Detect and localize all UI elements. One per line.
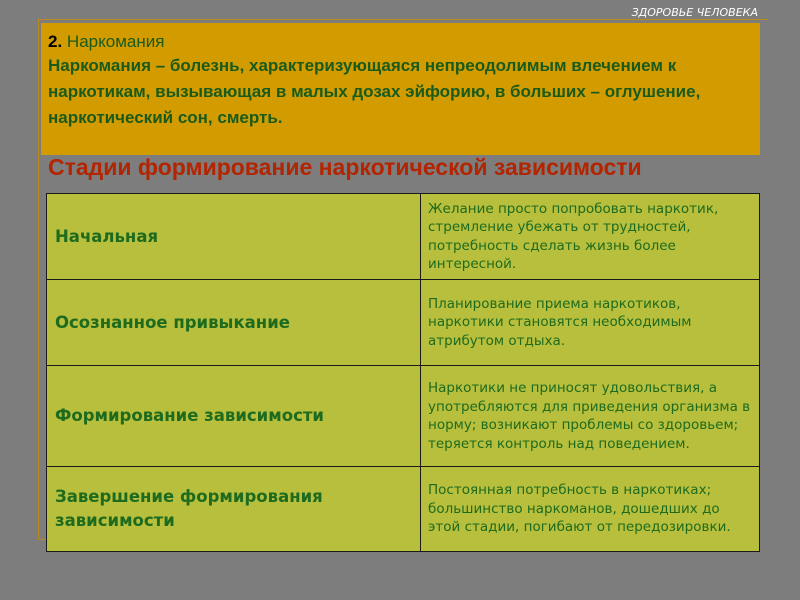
- stage-description: Желание просто попробовать наркотик, стремление убежать от трудностей, потребность сделать жизнь более интересной.: [421, 194, 760, 280]
- definition-box: [41, 23, 760, 155]
- table-row: [47, 194, 760, 280]
- stage-description: Наркотики не приносят удовольствия, а употребляются для приведения организма в норму; возникают проблемы со здоровьем; теряется контроль над поведением.: [421, 366, 760, 467]
- definition-number: 2.: [48, 32, 63, 51]
- definition-title-text: Наркомания: [66, 32, 165, 51]
- stage-name: Формирование зависимости: [47, 366, 421, 467]
- stages-table: [46, 193, 760, 552]
- decorative-line-left: [38, 19, 39, 539]
- stage-name: Начальная: [47, 194, 421, 280]
- table-row: [47, 467, 760, 552]
- table-row: [47, 280, 760, 366]
- slide-header-title: ЗДОРОВЬЕ ЧЕЛОВЕКА: [631, 6, 758, 19]
- definition-title: [48, 31, 752, 53]
- table-row: [47, 366, 760, 467]
- stage-description: Постоянная потребность в наркотиках; большинство наркоманов, дошедших до этой стадии, погибают от передозировки.: [421, 467, 760, 552]
- definition-text: Наркомания – болезнь, характеризующаяся непреодолимым влечением к наркотикам, вызывающая в малых дозах эйфорию, в больших – оглушение, наркотический сон, смерть.: [48, 56, 701, 127]
- stage-name: Осознанное привыкание: [47, 280, 421, 366]
- section-title: Стадии формирование наркотической зависимости: [48, 154, 642, 180]
- stage-name: Завершение формирования зависимости: [47, 467, 421, 552]
- stage-description: Планирование приема наркотиков, наркотики становятся необходимым атрибутом отдыха.: [421, 280, 760, 366]
